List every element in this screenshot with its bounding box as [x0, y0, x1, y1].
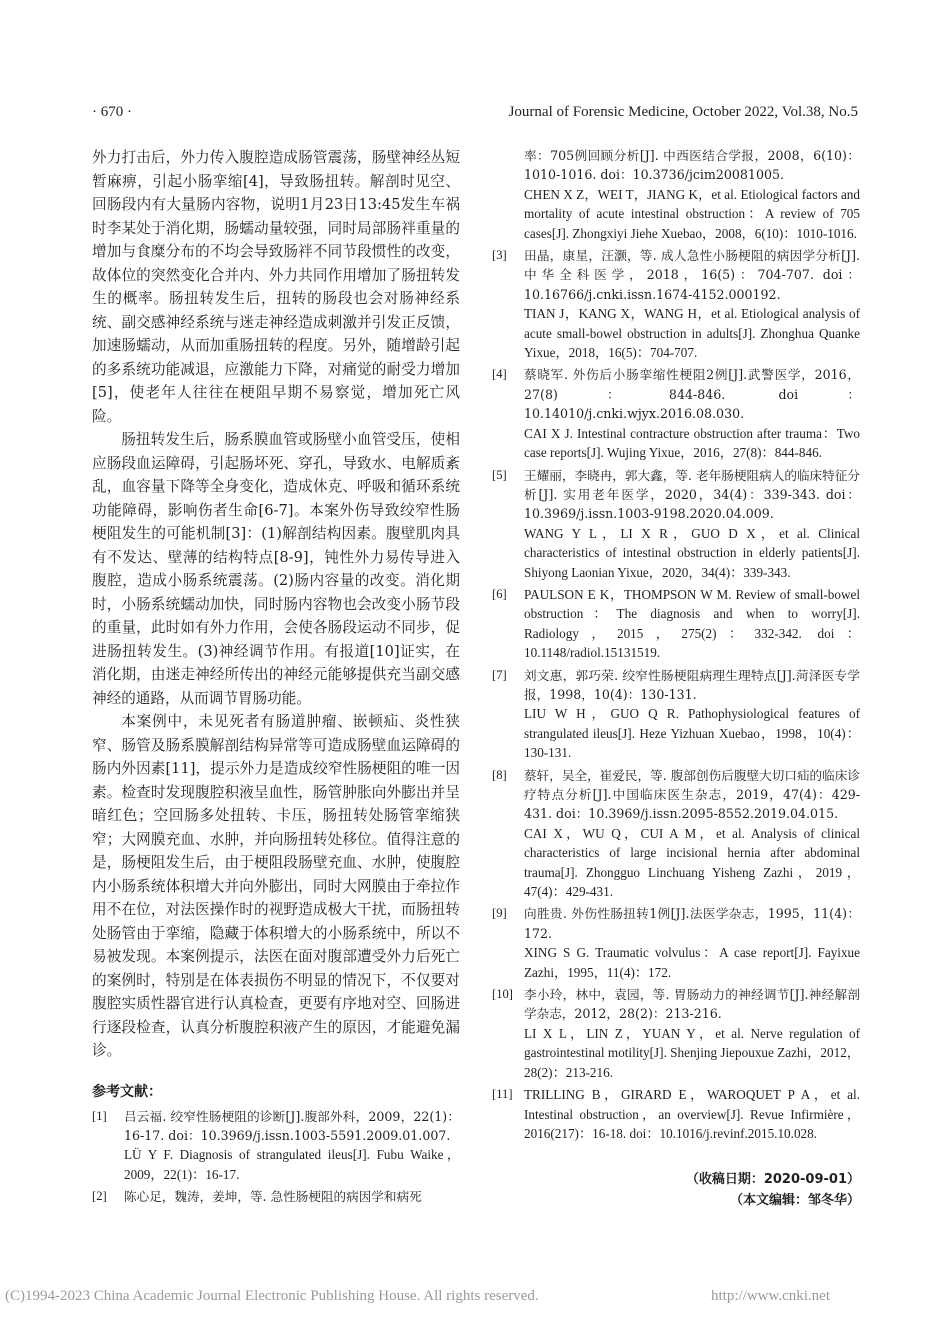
reference-11 [492, 1085, 860, 1143]
reference-english: CAI X J. Intestinal contracture obstruction after trauma：Two case reports[J]. Wujing Yixue，2016，27(8)：844-846. [524, 425, 860, 461]
reference-3 [492, 246, 860, 362]
reference-number: [4] [492, 367, 507, 382]
reference-9 [492, 904, 860, 982]
reference-number: [2] [92, 1189, 107, 1204]
reference-1 [92, 1107, 460, 1185]
reference-chinese: 吕云福. 绞窄性肠梗阻的诊断[J].腹部外科，2009，22(1)：16-17. doi：10.3969/j.issn.1003-5591.2009.01.007. [124, 1108, 460, 1143]
reference-number: [8] [492, 767, 507, 782]
reference-chinese: 陈心足，魏涛，姜坤，等. 急性肠梗阻的病因学和病死 [124, 1189, 422, 1205]
reference-2-start [92, 1187, 460, 1206]
reference-english: LIU W H，GUO Q R. Pathophysiological features of strangulated ileus[J]. Heze Yizhuan Xuebao，1998，10(4)：130-131. [524, 706, 860, 761]
reference-english: TRILLING B，GIRARD E，WAROQUET P A，et al. Intestinal obstruction，an overview[J]. Revue Infirmière，2016(217)：16-18. doi：10.1016/j.revinf.2015.10.028. [524, 1087, 860, 1141]
reference-english: WANG Y L，LI X R，GUO D X，et al. Clinical characteristics of intestinal obstruction in elderly patients[J]. Shiyong Laonian Yixue，2020，34(4)：339-343. [524, 525, 860, 580]
journal-running-title: Journal of Forensic Medicine, October 2022, Vol.38, No.5 [508, 104, 858, 120]
reference-chinese: 率：705例回顾分析[J]. 中西医结合学报，2008，6(10)：1010-1016. doi：10.3736/jcim20081005. [524, 148, 860, 183]
editor-credit: （本文编辑：邹冬华） [729, 1193, 860, 1209]
reference-number: [9] [492, 906, 507, 921]
reference-number: [11] [492, 1087, 513, 1102]
reference-english: PAULSON E K，THOMPSON W M. Review of small-bowel obstruction：The diagnosis and when to worry[J]. Radiology，2015，275(2)：332-342. doi：10.1148/radiol.15131519. [524, 586, 860, 661]
reference-english: LÜ Y F. Diagnosis of strangulated ileus[J]. Fubu Waike，2009，22(1)：16-17. [124, 1147, 460, 1182]
reference-2-continued [492, 146, 860, 243]
reference-chinese: 李小玲，林中，袁园，等. 胃肠动力的神经调节[J].神经解剖学杂志，2012，28(2)：213-216. [524, 987, 860, 1022]
reference-number: [7] [492, 667, 507, 682]
reference-chinese: 刘文惠，郭巧荣. 绞窄性肠梗阻病理生理特点[J].菏泽医专学报，1998，10(4)：130-131. [524, 667, 860, 702]
page-number: · 670 · [92, 104, 132, 120]
references-heading: 参考文献： [92, 1083, 162, 1100]
reference-english: XING S G. Traumatic volvulus：A case report[J]. Fayixue Zazhi，1995，11(4)：172. [524, 945, 860, 980]
reference-chinese: 蔡晓军. 外伤后小肠挛缩性梗阻2例[J].武警医学，2016，27(8)：844-846. doi：10.14010/j.cnki.wjyx.2016.08.030. [524, 367, 860, 422]
reference-chinese: 向胜贵. 外伤性肠扭转1例[J].法医学杂志，1995，11(4)：172. [524, 906, 860, 941]
reference-10 [492, 985, 860, 1082]
reference-5 [492, 466, 860, 582]
page-header [0, 104, 950, 128]
copyright-notice: (C)1994-2023 China Academic Journal Electronic Publishing House. All rights reserved. [5, 1288, 539, 1304]
reference-number: [1] [92, 1108, 107, 1123]
received-date: （收稿日期：2020-09-01） [685, 1172, 860, 1188]
reference-4 [492, 365, 860, 462]
reference-7 [492, 666, 860, 763]
reference-6 [492, 585, 860, 663]
body-paragraph-2: 肠扭转发生后，肠系膜血管或肠壁小血管受压，使相应肠段血运障碍，引起肠坏死、穿孔，导致水、电解质紊乱，血容量下降等全身变化，造成休克、呼吸和循环系统功能障碍，影响伤者生命[6-7]。本案外伤导致绞窄性肠梗阻发生的可能机制[3]：(1)解剖结构因素。腹壁肌肉具有不发达、壁薄的结构特点[8-9]，钝性外力易传导进入腹腔，造成小肠系统震荡。(2)肠内容量的改变。消化期时，小肠系统蠕动加快，同时肠内容物也会改变小肠节段的重量，此时如有外力作用，会使各肠段运动不同步，促进肠扭转发生。(3)神经调节作用。有报道[10]证实，在消化期，由迷走神经所传出的神经元能够提供充当副交感神经的通路，从而调节胃肠功能。 [92, 431, 460, 707]
reference-number: [5] [492, 467, 507, 482]
article-dates [492, 1169, 860, 1211]
reference-number: [6] [492, 586, 507, 601]
reference-number: [10] [492, 987, 513, 1002]
reference-8 [492, 766, 860, 902]
reference-chinese: 王耀丽，李晓冉，郭大鑫，等. 老年肠梗阻病人的临床特征分析[J]. 实用老年医学，2020，34(4)：339-343. doi：10.3969/j.issn.1003-9198.2020.04.009. [524, 467, 860, 522]
reference-chinese: 田晶，康星，汪灏，等. 成人急性小肠梗阻的病因学分析[J]. 中华全科医学，2018，16(5)：704-707. doi：10.16766/j.cnki.issn.1674-4152.000192. [524, 248, 860, 302]
body-paragraph-1: 外力打击后，外力传入腹腔造成肠管震荡，肠壁神经丛短暂麻痹，引起小肠挛缩[4]，导致肠扭转。解剖时见空、回肠段内有大量肠内容物，说明1月23日13:45发生车祸时李某处于消化期，肠蠕动量较强，同时局部肠袢重量的增加与食糜分布的不均会导致肠袢不同节段惯性的改变，故体位的突然变化合并内、外力共同作用增加了肠扭转发生的概率。肠扭转发生后，扭转的肠段也会对肠神经系统、副交感神经系统与迷走神经造成刺激并引发正反馈，加速肠蠕动，从而加重肠扭转的程度。另外，随增龄引起的多系统功能减退，应激能力下降，对痛觉的耐受力增加[5]，使老年人往往在梗阻早期不易察觉，增加死亡风险。 [92, 149, 460, 425]
website-url: http://www.cnki.net [710, 1288, 830, 1304]
reference-english: CHEN X Z，WEI T，JIANG K，et al. Etiological factors and mortality of acute intestinal obstruction：A review of 705 cases[J]. Zhongxiyi Jiehe Xuebao，2008，6(10)：1010-1016. [524, 186, 860, 241]
left-column [92, 146, 460, 1210]
body-paragraph-3: 本案例中，未见死者有肠道肿瘤、嵌顿疝、炎性狭窄、肠管及肠系膜解剖结构异常等可造成肠壁血运障碍的肠内外因素[11]，提示外力是造成绞窄性肠梗阻的唯一因素。检查时发现腹腔积液呈血性，肠管肿胀向外膨出并呈暗红色；空回肠多处扭转、卡压，肠扭转处肠管挛缩狭窄；大网膜充血、水肿，并向肠扭转处移位。值得注意的是，肠梗阻发生后，由于梗阻段肠壁充血、水肿，使腹腔内小肠系统体积增大并向外膨出，同时大网膜由于牵拉作用不在位，对法医操作时的视野造成极大干扰，而肠扭转处肠管由于挛缩，隐藏于体积增大的小肠系统中，所以不易被发现。本案例提示，法医在面对腹部遭受外力后死亡的案例时，特别是在体表损伤不明显的情况下，不仅要对腹腔实质性器官进行认真检查，更要有序地对空、回肠进行逐段检查，认真分析腹腔积液产生的原因，才能避免漏诊。 [92, 713, 460, 1059]
right-column [492, 146, 860, 1211]
reference-english: TIAN J，KANG X，WANG H，et al. Etiological analysis of acute small-bowel obstruction in adults[J]. Zhonghua Quanke Yixue，2018，16(5)：704-707. [524, 306, 860, 361]
reference-english: CAI X，WU Q，CUI A M，et al. Analysis of clinical characteristics of large incisional hernia after abdominal trauma[J]. Zhongguo Linchuang Yisheng Zazhi，2019，47(4)：429-431. [524, 825, 860, 900]
reference-number: [3] [492, 248, 507, 263]
reference-english: LI X L，LIN Z，YUAN Y，et al. Nerve regulation of gastrointestinal motility[J]. Shenjing Jiepouxue Zazhi，2012，28(2)：213-216. [524, 1025, 860, 1080]
reference-chinese: 蔡轩，吴全，崔爱民，等. 腹部创伤后腹壁大切口疝的临床诊疗特点分析[J].中国临床医生杂志，2019，47(4)：429-431. doi：10.3969/j.issn.2095-8552.2019.04.015. [524, 767, 860, 822]
